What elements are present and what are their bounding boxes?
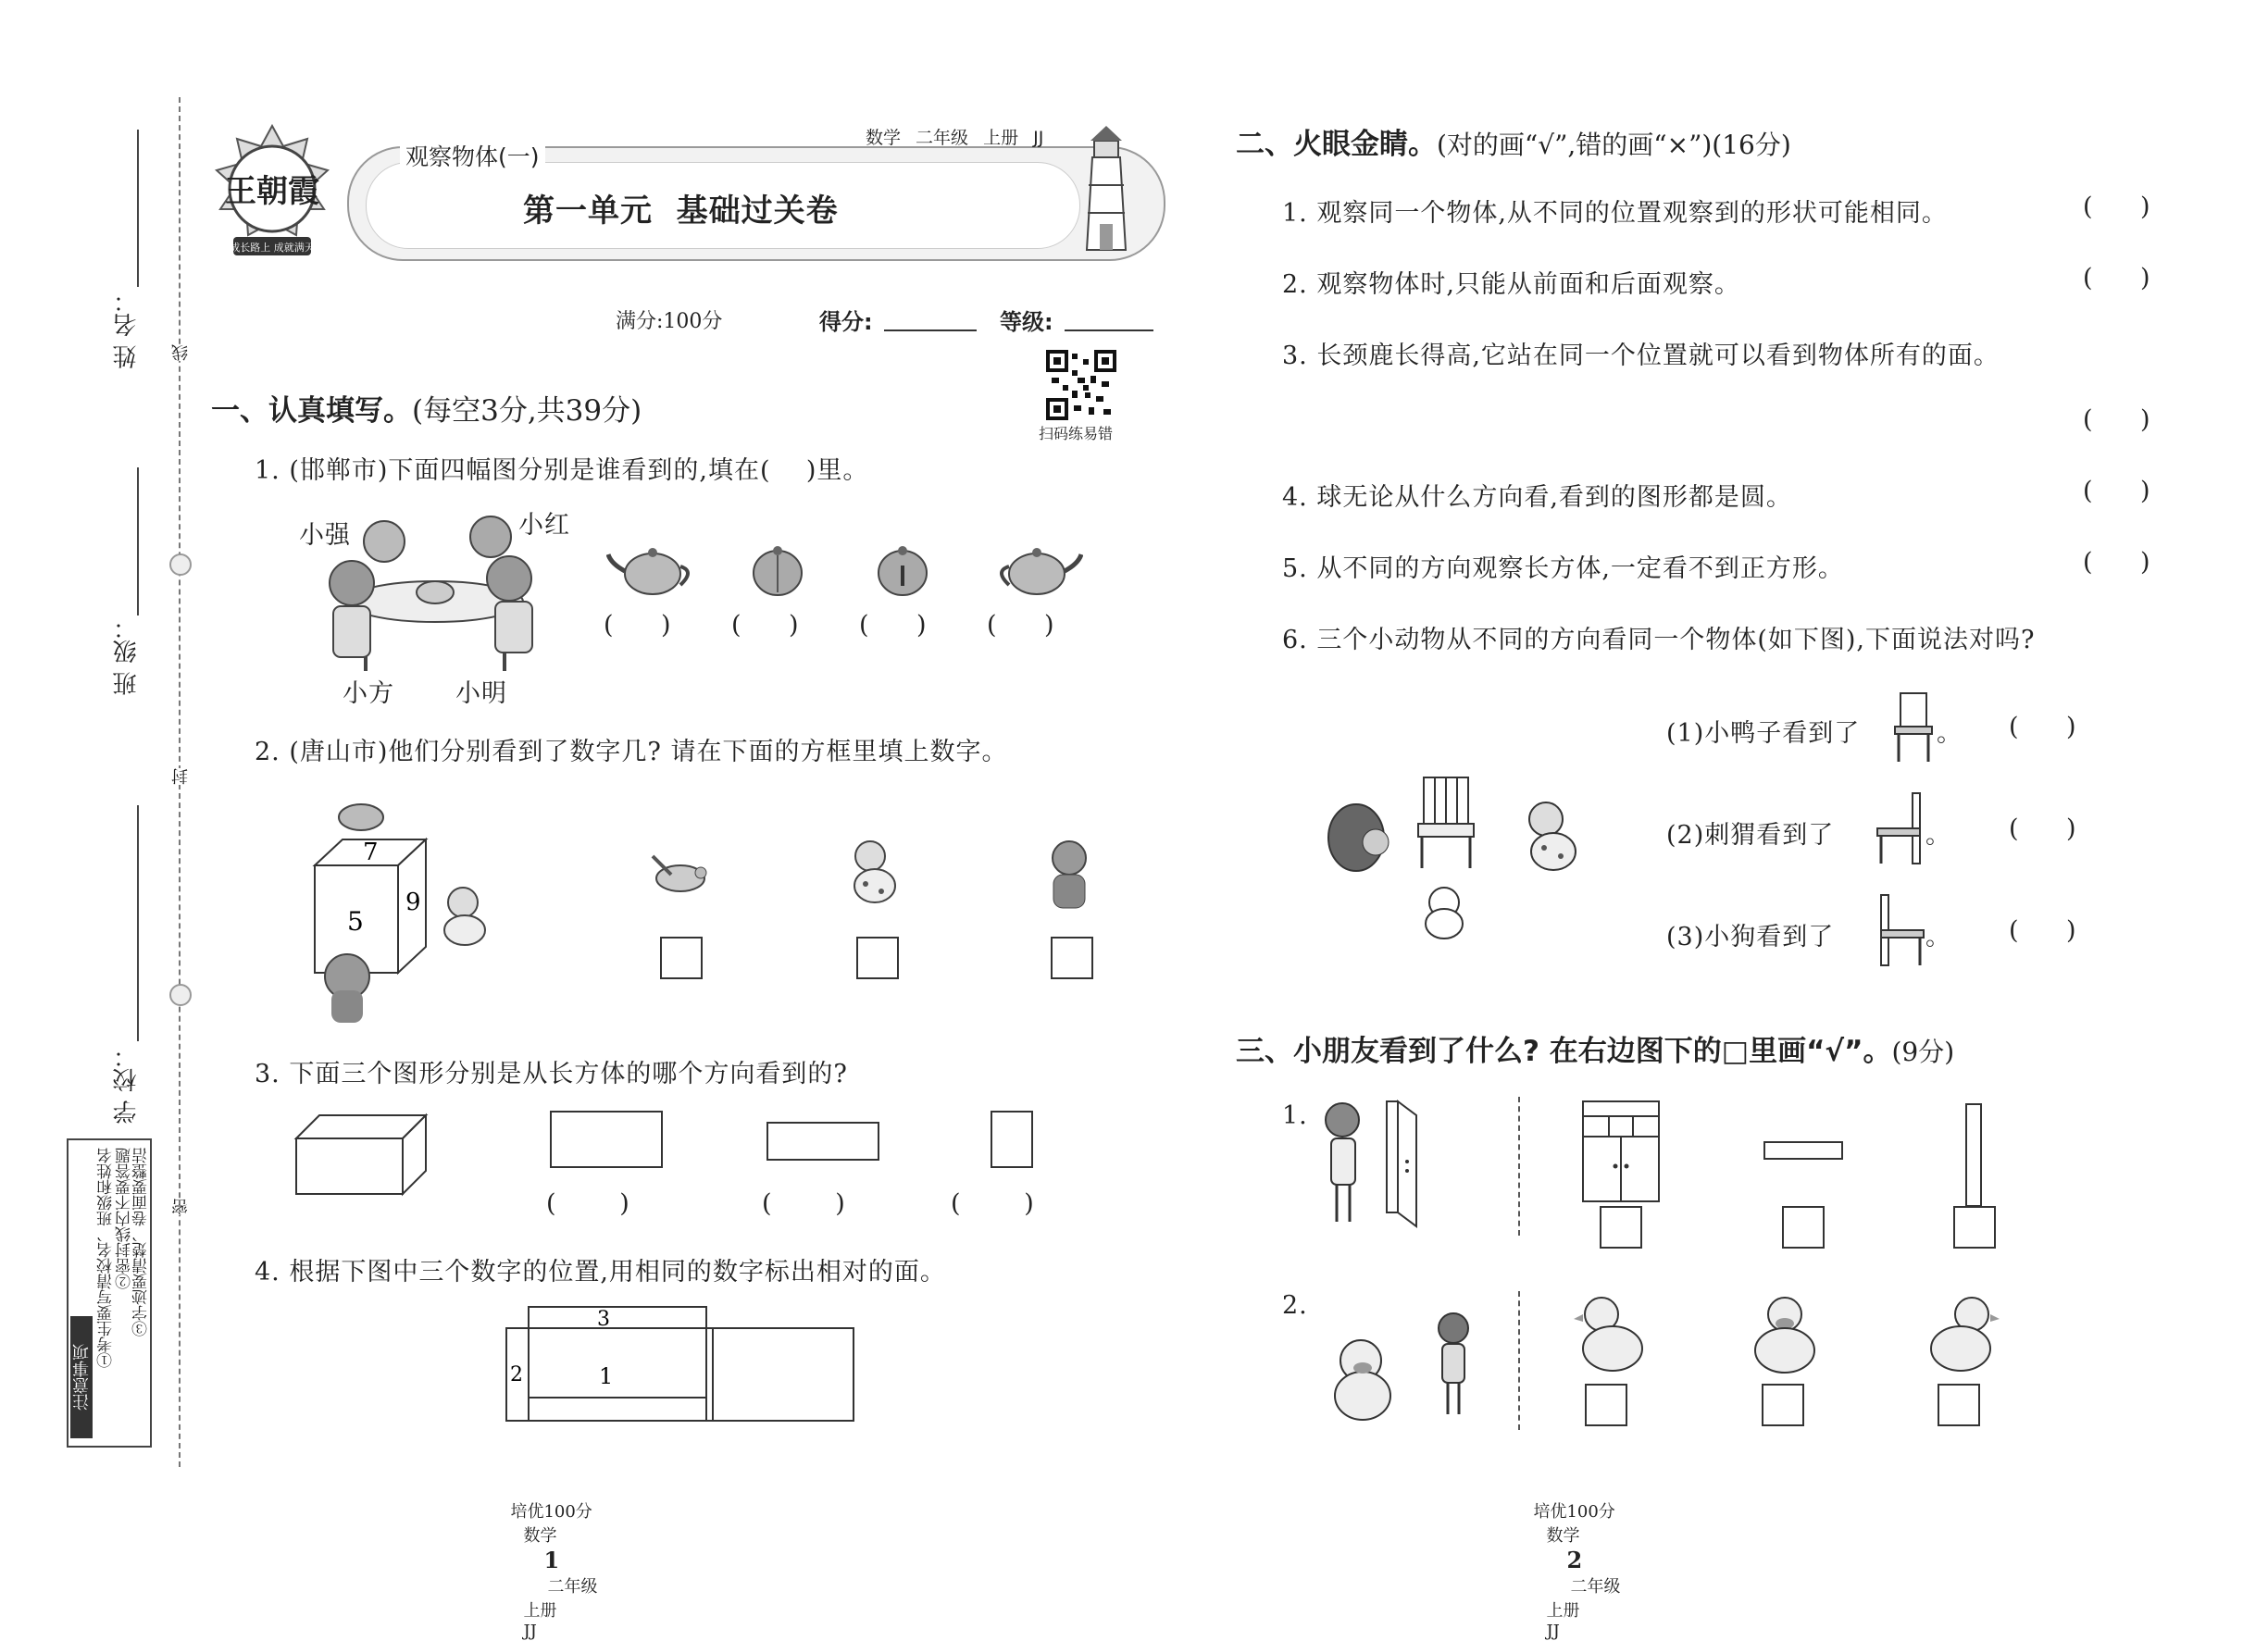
p3-q1-label: 1. [1282, 1101, 1308, 1130]
name-label: 姓 名： [113, 289, 141, 369]
p2-sub-1 [1666, 713, 1860, 749]
q1-blank-2[interactable]: ( ) [731, 611, 799, 640]
cube-net-figure [505, 1305, 866, 1429]
footer-subject: 数学 [523, 1526, 557, 1546]
part3-title: 三、小朋友看到了什么? 在右边图下的□里画“√”。 [1236, 1035, 1892, 1068]
duck-view-1 [1574, 1291, 1648, 1378]
name-xiaoming: 小明 [455, 679, 507, 708]
lighthouse-icon [1065, 120, 1148, 263]
note-item: ①考生要写清校名、班级和姓名 [97, 1148, 116, 1368]
p3-q1-check-box-2[interactable] [1782, 1206, 1825, 1249]
footer-edition: JJ [523, 1622, 537, 1641]
seal-dot-icon [169, 984, 192, 1006]
net-number-2: 2 [510, 1363, 523, 1386]
q2-text: 2. (唐山市)他们分别看到了数字几? 请在下面的方框里填上数字。 [255, 738, 1008, 766]
qr-code-icon[interactable] [1046, 350, 1116, 420]
part2-title: 二、火眼金睛。 [1236, 128, 1437, 161]
brand-slogan: 成长路上 成就满天 [230, 242, 315, 254]
q4-text: 4. 根据下图中三个数字的位置,用相同的数字标出相对的面。 [255, 1258, 946, 1287]
animals-chair-scene [1315, 750, 1601, 948]
p2-sub-3 [1666, 916, 1834, 952]
p3-q1-check-box-1[interactable] [1600, 1206, 1642, 1249]
cube-number-side: 9 [405, 889, 421, 916]
girl-duck-scene [1324, 1305, 1481, 1429]
part3-heading [1236, 1027, 1954, 1069]
p2-sub-3-end: 。 [1925, 923, 1951, 951]
cube-number-top: 7 [363, 839, 379, 866]
footer-book: 培优100分 [510, 1502, 592, 1522]
q3-blank-3[interactable]: ( ) [951, 1189, 1034, 1218]
p3-q2-check-box-3[interactable] [1938, 1384, 1980, 1426]
view-shape-2 [766, 1122, 879, 1161]
note-item: ②密封线内不要答题 [116, 1148, 134, 1289]
puppy-icon [842, 838, 907, 915]
part1-title: 一、认真填写。 [211, 394, 412, 428]
p2-sub-3-text: (3)小狗看到了 [1666, 923, 1835, 951]
teapot-view-4 [991, 543, 1083, 603]
p2-blank-5[interactable]: ( ) [2083, 548, 2150, 577]
footer-right [1523, 1479, 1620, 1641]
name-xiaofang: 小方 [343, 679, 394, 708]
chair-front-view-icon [1893, 690, 1934, 767]
p2-blank-3[interactable]: ( ) [2083, 405, 2150, 434]
p2-item-1: 1. 观察同一个物体,从不同的位置观察到的形状可能相同。 [1282, 199, 1948, 228]
divider-dashed [1518, 1097, 1520, 1236]
q1-blank-3[interactable]: ( ) [859, 611, 927, 640]
cabinet-side-view [1965, 1103, 1982, 1207]
name-xiaoqiang: 小强 [299, 521, 351, 550]
page-title: 第一单元 基础过关卷 [523, 193, 839, 230]
brand-logo [206, 122, 339, 261]
seal-mark: 封 [169, 768, 193, 785]
name-xiaohong: 小红 [518, 511, 570, 540]
p2-sub-2-text: (2)刺猬看到了 [1666, 821, 1835, 850]
p3-q2-check-box-1[interactable] [1585, 1384, 1627, 1426]
footer-grade: 二年级 [547, 1577, 598, 1597]
name-line[interactable] [137, 130, 139, 287]
q3-text: 3. 下面三个图形分别是从长方体的哪个方向看到的? [255, 1060, 848, 1088]
p2-sub-2-end: 。 [1925, 821, 1951, 850]
p3-q2-check-box-2[interactable] [1762, 1384, 1804, 1426]
p2-item-5: 5. 从不同的方向观察长方体,一定看不到正方形。 [1282, 554, 1844, 583]
cube-scene [305, 791, 518, 1031]
seal-dot-icon [169, 553, 192, 576]
teapot-view-2 [745, 541, 810, 604]
brand-name: 王朝霞 [225, 173, 319, 210]
school-line[interactable] [137, 805, 139, 1041]
footer-book: 培优100分 [1533, 1502, 1615, 1522]
cabinet-front-view [1581, 1100, 1661, 1207]
header-meta: 数学 二年级 上册 JJ [866, 128, 1044, 148]
net-number-3: 3 [597, 1308, 610, 1331]
school-label: 学 校： [113, 1044, 141, 1125]
p3-q1-check-box-3[interactable] [1953, 1206, 1996, 1249]
girl-cabinet-scene [1315, 1097, 1453, 1235]
seal-mark-2: 密 [169, 1199, 193, 1215]
teapot-view-3 [870, 541, 935, 604]
p2-sub-2 [1666, 814, 1834, 851]
part1-points: (每空3分,共39分) [412, 394, 642, 428]
notes-box [67, 1138, 152, 1448]
footer-page-number: 1 [543, 1547, 560, 1573]
full-score: 满分:100分 [616, 310, 723, 333]
net-number-1: 1 [599, 1363, 614, 1389]
duck-view-3 [1925, 1291, 2000, 1378]
cuboid-figure [292, 1111, 430, 1202]
footer-term: 上册 [523, 1601, 557, 1621]
p3-q2-label: 2. [1282, 1291, 1308, 1320]
qr-caption: 扫码练易错 [1039, 425, 1114, 442]
q2-answer-box-3[interactable] [1051, 937, 1093, 979]
p2-sub-blank-3[interactable]: ( ) [2009, 916, 2076, 945]
class-label: 班 级： [113, 615, 141, 696]
score-label: 得分: [819, 309, 873, 335]
duck-view-2 [1748, 1291, 1822, 1378]
p2-sub-1-end: 。 [1937, 719, 1963, 748]
p2-sub-blank-1[interactable]: ( ) [2009, 713, 2076, 741]
p2-item-6: 6. 三个小动物从不同的方向看同一个物体(如下图),下面说法对吗? [1282, 626, 2036, 654]
p2-blank-1[interactable]: ( ) [2083, 193, 2150, 221]
part3-points: (9分) [1891, 1037, 1955, 1067]
p2-blank-2[interactable]: ( ) [2083, 264, 2150, 292]
unit-subtitle: 观察物体(一) [400, 139, 545, 172]
grade-field[interactable] [1065, 329, 1153, 331]
p2-item-3: 3. 长颈鹿长得高,它站在同一个位置就可以看到物体所有的面。 [1282, 342, 2000, 370]
bird-icon [643, 847, 717, 906]
part1-heading [211, 387, 642, 429]
cabinet-top-view [1763, 1141, 1843, 1160]
q2-answer-box-2[interactable] [856, 937, 899, 979]
cube-number-front: 5 [347, 906, 364, 937]
monkey-icon [1037, 838, 1102, 915]
part2-points: (对的画“√”,错的画“×”)(16分) [1437, 130, 1791, 160]
p2-item-4: 4. 球无论从什么方向看,看到的图形都是圆。 [1282, 483, 1792, 512]
notes-title: 注意事项 [70, 1316, 93, 1438]
part2-heading [1236, 120, 1791, 162]
grade-label: 等级: [1000, 309, 1053, 335]
line-mark: 线 [169, 344, 193, 361]
class-line[interactable] [137, 467, 139, 615]
q1-text: 1. (邯郸市)下面四幅图分别是谁看到的,填在( )里。 [255, 456, 869, 485]
footer-subject: 数学 [1546, 1526, 1580, 1546]
teapot-view-1 [606, 543, 699, 603]
q2-answer-box-1[interactable] [660, 937, 703, 979]
footer-edition: JJ [1546, 1622, 1560, 1641]
q1-blank-1[interactable]: ( ) [604, 611, 671, 640]
view-shape-3 [991, 1111, 1033, 1168]
footer-page-number: 2 [1566, 1547, 1583, 1573]
p2-sub-blank-2[interactable]: ( ) [2009, 814, 2076, 843]
p2-blank-4[interactable]: ( ) [2083, 477, 2150, 505]
footer-left [500, 1479, 597, 1641]
note-item: ③字迹要清楚、卷面要整洁 [132, 1148, 151, 1336]
q1-blank-4[interactable]: ( ) [987, 611, 1054, 640]
score-field[interactable] [884, 329, 977, 331]
divider-dashed [1518, 1291, 1520, 1430]
binding-margin [0, 0, 191, 1573]
view-shape-1 [550, 1111, 663, 1168]
q3-blank-2[interactable]: ( ) [762, 1189, 845, 1218]
p2-item-2: 2. 观察物体时,只能从前面和后面观察。 [1282, 270, 1740, 299]
q3-blank-1[interactable]: ( ) [546, 1189, 629, 1218]
footer-term: 上册 [1546, 1601, 1580, 1621]
p2-sub-1-text: (1)小鸭子看到了 [1666, 719, 1861, 748]
footer-grade: 二年级 [1570, 1577, 1621, 1597]
